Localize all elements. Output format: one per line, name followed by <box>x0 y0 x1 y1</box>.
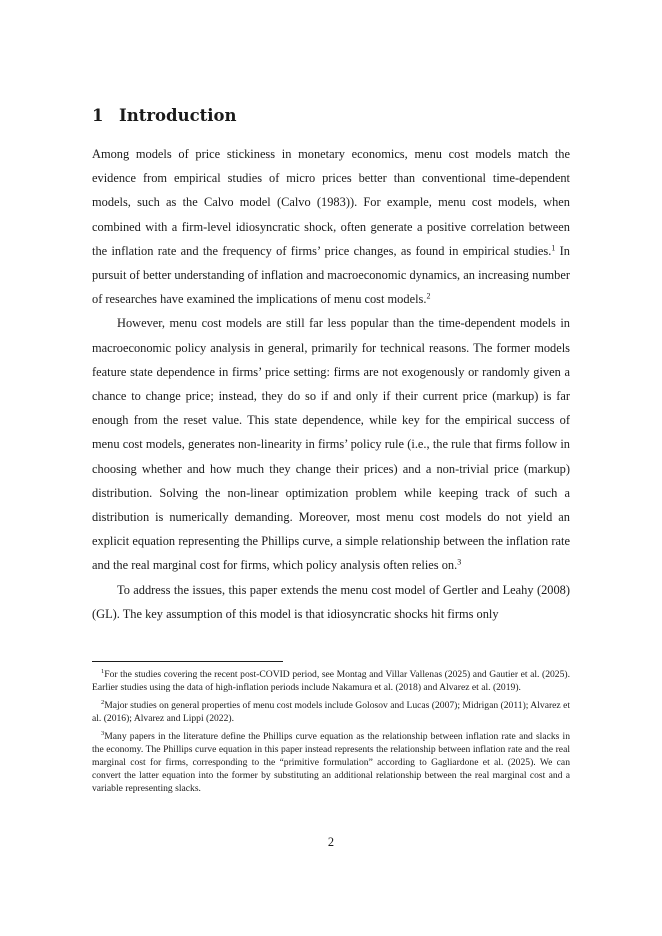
footnotes <box>92 668 570 800</box>
paragraph-1-text-a: Among models of price stickiness in monetary economics, menu cost models match the evidence from empirical studies of micro prices better than conventional time-dependent models, such as the Calvo model (Calvo (1983)). For example, menu cost models, when combined with a firm-level idiosyncratic shock, often generate a positive correlation between the inflation rate and the frequency of firms’ price changes, as found in empirical studies. <box>92 147 570 258</box>
page-number: 2 <box>327 835 335 849</box>
footnote-ref-2[interactable]: 2 <box>426 291 431 301</box>
footnote-1-text: For the studies covering the recent post-COVID period, see Montag and Villar Vallenas (2025) and Gautier et al. (2025). Earlier studies using the data of high-inflation periods include Nakamura et al. (2018) and Alvarez et al. (2019). <box>92 669 570 693</box>
footnote-mark-2: 2 <box>101 699 105 707</box>
paragraph-3 <box>92 578 570 626</box>
footnote-mark-1: 1 <box>101 668 105 676</box>
footnote-mark-3: 3 <box>101 730 105 738</box>
footnote-ref-1[interactable]: 1 <box>551 243 556 253</box>
section-number: 1 <box>92 106 104 125</box>
section-heading <box>92 104 237 128</box>
body-text <box>92 142 570 626</box>
footnote-3-text: Many papers in the literature define the Phillips curve equation as the relationship between inflation rate and slacks in the economy. The Phillips curve equation in this paper instead represents the relationship between inflation rate and the real marginal cost for firms, corresponding to the “primitive formulation” according to Gagliardone et al. (2025). We can convert the latter equation into the former by substituting an additional relationship between the real marginal cost and a variable representing slacks. <box>92 731 570 794</box>
paragraph-1-text-b: In pursuit of better understanding of inflation and macroeconomic dynamics, an increasing number of researches have examined the implications of menu cost models. <box>92 243 571 307</box>
paragraph-3-text: To address the issues, this paper extends the menu cost model of Gertler and Leahy (2008) (GL). The key assumption of this model is that idiosyncratic shocks hit firms only <box>92 582 570 621</box>
section-title: Introduction <box>119 106 237 125</box>
paper-page <box>92 0 570 936</box>
paragraph-2-text: However, menu cost models are still far less popular than the time-dependent models in macroeconomic policy analysis in general, primarily for technical reasons. The former models feature state dependence in firms’ price setting: firms are not exogenously or randomly given a chance to change price; instead, they do so if and only if their current price (markup) is far enough from the reset value. This state dependence, while key for the empirical success of menu cost models, generates non-linearity in firms’ policy rule (i.e., the rule that firms follow in choosing whether and how much they change their prices) and a non-trivial price (markup) distribution. Solving the non-linear optimization problem while keeping track of such a distribution is numerically demanding. Moreover, most menu cost models do not yield an explicit equation representing the Phillips curve, a simple relationship between the inflation rate and the real marginal cost for firms, which policy analysis often relies on. <box>92 316 570 573</box>
footnote-3 <box>92 730 570 795</box>
footnote-divider <box>92 661 283 662</box>
footnote-1 <box>92 668 570 694</box>
footnote-ref-3[interactable]: 3 <box>457 558 462 568</box>
paragraph-2 <box>92 311 570 577</box>
footnote-2-text: Major studies on general properties of menu cost models include Golosov and Lucas (2007); Midrigan (2011); Alvarez et al. (2016); Alvarez and Lippi (2022). <box>92 700 570 724</box>
paragraph-1 <box>92 142 570 311</box>
footnote-2 <box>92 699 570 725</box>
